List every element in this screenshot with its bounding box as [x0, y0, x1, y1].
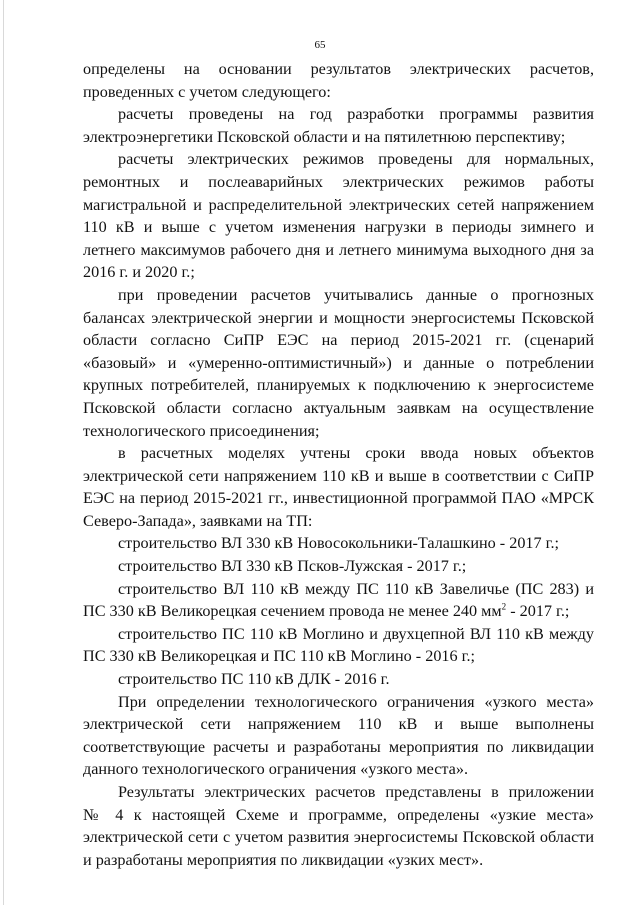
text-span: ПС 330 кВ Великорецкая сечением провода не менее 240 мм [83, 602, 502, 621]
text-line [83, 600, 594, 623]
text-line: электрической сети напряжением 110 кВ и выше выполнены [83, 715, 594, 734]
paragraph-results [83, 781, 594, 871]
text-line: летнего максимумов рабочего дня и летнего минимума выходного дня за [83, 240, 594, 259]
text-line: строительство ПС 110 кВ ДЛК - 2016 г. [118, 670, 390, 689]
superscript: 2 [501, 601, 507, 612]
paragraph-bottleneck [83, 691, 594, 781]
paragraph-calc-year [83, 103, 594, 148]
scan-edge-line [3, 0, 4, 905]
list-item-construction [83, 668, 594, 691]
text-line: электрической сети с учетом развития энергосистемы Псковской области [83, 828, 594, 847]
list-item-construction [83, 555, 594, 578]
text-line: строительство ВЛ 110 кВ между ПС 110 кВ Завеличье (ПС 283) и [118, 579, 594, 598]
paragraph-calc-modes [83, 148, 594, 284]
text-line: при проведении расчетов учитывались данные о прогнозных [118, 285, 594, 304]
text-line: 110 кВ и выше с учетом изменения нагрузки в периоды зимнего и [83, 218, 594, 237]
text-line: технологического присоединения; [83, 421, 320, 440]
text-span: - 2017 г.; [506, 602, 570, 621]
text-line: строительство ВЛ 330 кВ Новосокольники-Талашкино - 2017 г.; [118, 534, 560, 553]
text-line: ремонтных и послеаварийных электрических режимов работы [83, 172, 594, 191]
text-line: Псковской области согласно актуальным заявкам на осуществление [83, 398, 594, 417]
text-line: магистральной и распределительной электрических сетей напряжением [83, 195, 594, 214]
text-line: и разработаны мероприятия по ликвидации «узких мест». [83, 850, 484, 869]
text-line: ПС 330 кВ Великорецкая и ПС 110 кВ Моглино - 2016 г.; [83, 647, 476, 666]
text-line: электрической сети напряжением 110 кВ и выше в соответствии с СиПР [83, 466, 594, 485]
text-line: Северо-Запада», заявками на ТП: [83, 511, 313, 530]
text-line: крупных потребителей, планируемых к подключению к энергосистеме [83, 376, 594, 395]
text-line: проведенных с учетом следующего: [83, 82, 331, 101]
text-line: электроэнергетики Псковской области и на пятилетнюю перспективу; [83, 127, 566, 146]
text-line: расчеты электрических режимов проведены для нормальных, [118, 150, 594, 169]
text-line: определены на основании результатов электрических расчетов, [83, 60, 594, 78]
paragraph-intro [83, 58, 594, 103]
text-line: Результаты электрических расчетов представлены в приложении [118, 783, 594, 801]
text-line: ЕЭС на период 2015-2021 гг., инвестиционной программой ПАО «МРСК [83, 489, 594, 508]
text-line: в расчетных моделях учтены сроки ввода новых объектов [118, 444, 594, 463]
list-item-construction [83, 532, 594, 555]
text-line: данного технологического ограничения «узкого места». [83, 760, 468, 779]
text-line: «базовый» и «умеренно-оптимистичный») и данные о потреблении [83, 353, 594, 372]
text-line: № 4 к настоящей Схеме и программе, определены «узкие места» [83, 805, 594, 824]
text-line: 2016 г. и 2020 г.; [83, 263, 195, 282]
paragraph-new-objects [83, 442, 594, 532]
document-body [83, 58, 594, 871]
list-item-construction [83, 578, 594, 623]
text-line: расчеты проведены на год разработки программы развития [118, 105, 594, 124]
text-line: строительство ВЛ 330 кВ Псков-Лужская - 2017 г.; [118, 557, 467, 576]
text-line: соответствующие расчеты и разработаны мероприятия по ликвидации [83, 737, 594, 756]
paragraph-forecast-balances [83, 284, 594, 442]
list-item-construction [83, 623, 594, 668]
text-line: строительство ПС 110 кВ Моглино и двухцепной ВЛ 110 кВ между [118, 624, 594, 643]
text-line: области согласно СиПР ЕЭС на период 2015-2021 гг. (сценарий [83, 331, 594, 350]
text-line: балансах электрической энергии и мощности энергосистемы Псковской [83, 308, 594, 327]
page-number: 65 [314, 39, 326, 51]
text-line: При определении технологического ограничения «узкого места» [118, 692, 594, 711]
